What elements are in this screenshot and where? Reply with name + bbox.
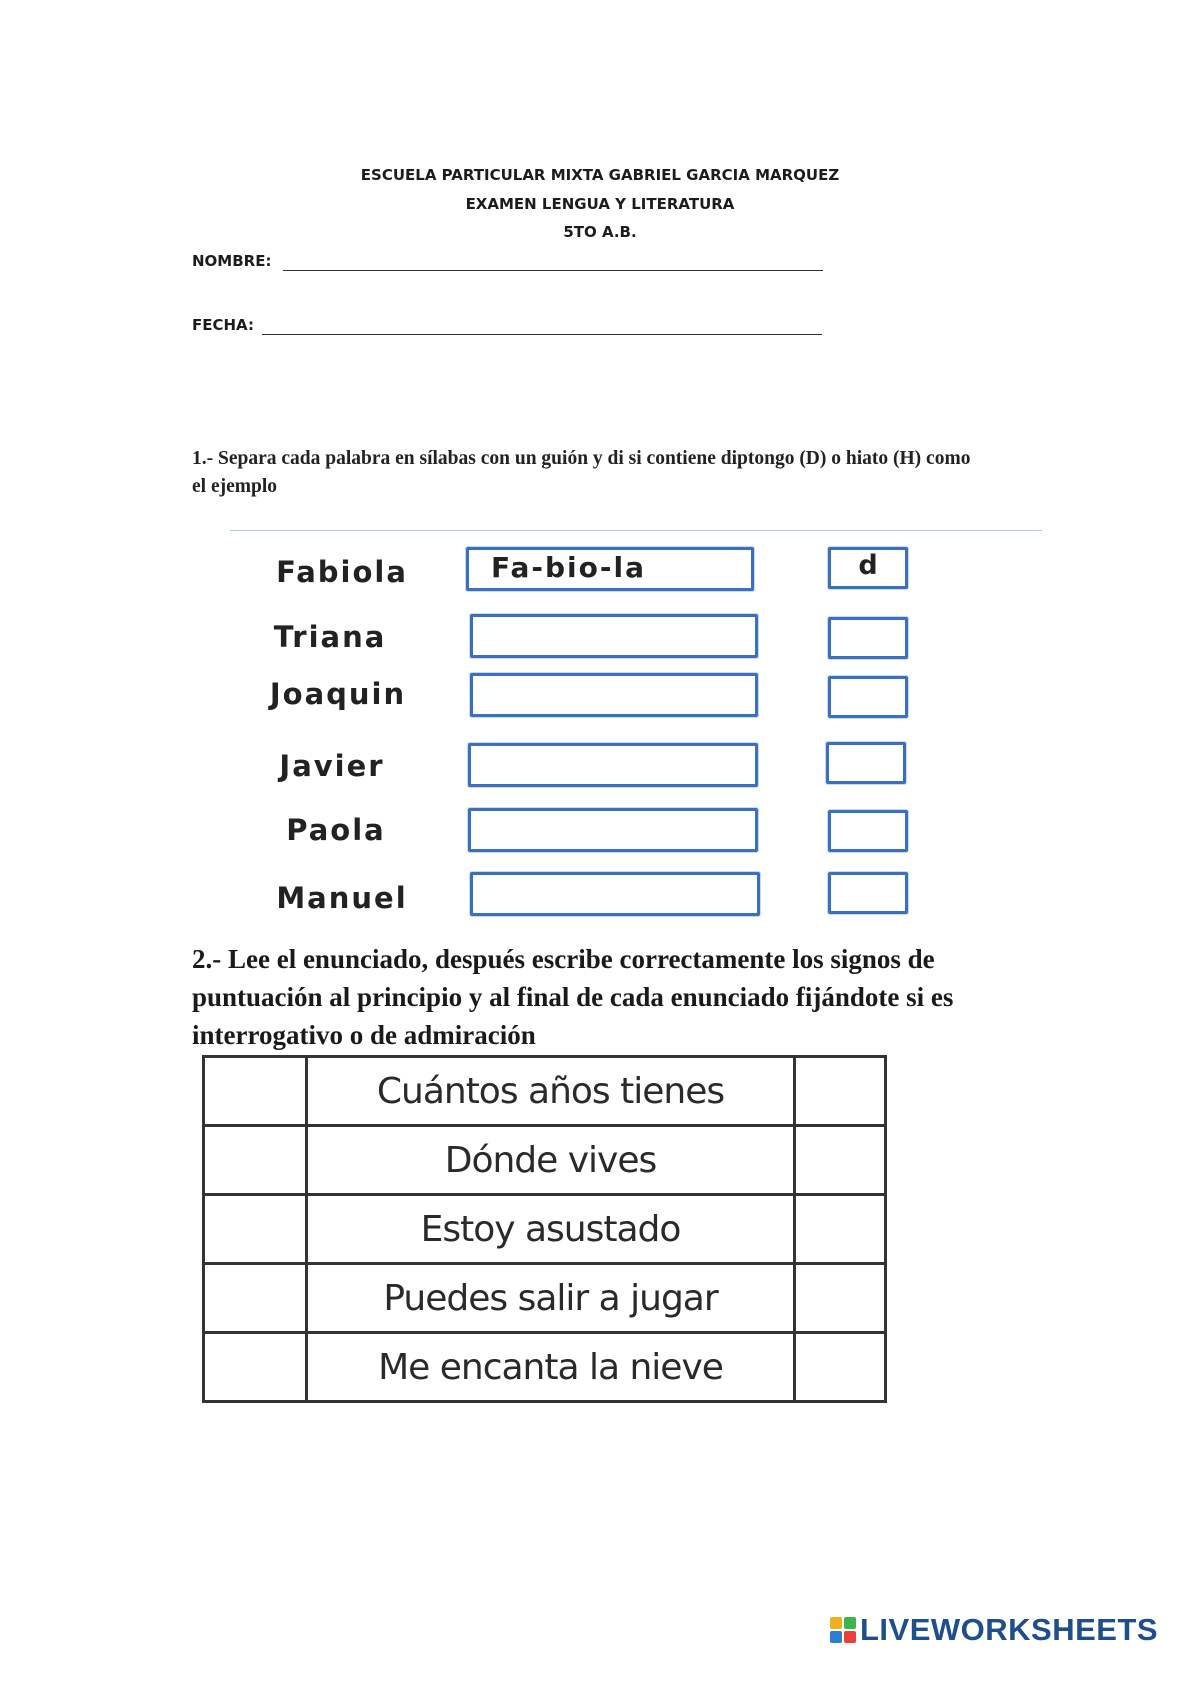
opening-sign-cell[interactable]: [204, 1126, 307, 1195]
sentence-cell: Me encanta la nieve: [307, 1333, 795, 1402]
opening-sign-cell[interactable]: [204, 1264, 307, 1333]
fecha-field[interactable]: [192, 316, 254, 334]
exercise1-instruction: 1.- Separa cada palabra en sílabas con un guión y di si contiene diptongo (D) o hiato (H) como el ejemplo: [192, 448, 971, 497]
fecha-label: FECHA:: [192, 316, 254, 334]
closing-sign-cell[interactable]: [795, 1057, 886, 1126]
table-row: [204, 1264, 886, 1333]
liveworksheets-logo: [830, 1612, 1158, 1648]
fecha-line: [262, 334, 822, 335]
type-box-manuel[interactable]: [828, 872, 908, 914]
closing-sign-cell[interactable]: [795, 1195, 886, 1264]
syllable-box-triana[interactable]: [470, 614, 758, 658]
type-box-javier[interactable]: [826, 742, 906, 784]
school-name: ESCUELA PARTICULAR MIXTA GABRIEL GARCIA MARQUEZ: [360, 166, 840, 184]
word-javier: Javier: [279, 749, 385, 783]
type-box-paola[interactable]: [828, 810, 908, 852]
word-joaquin: Joaquin: [269, 677, 407, 711]
syllable-box-manuel[interactable]: [470, 872, 760, 916]
table-row: [204, 1333, 886, 1402]
opening-sign-cell[interactable]: [204, 1057, 307, 1126]
type-box-fabiola[interactable]: d: [828, 547, 908, 589]
logo-text: LIVEWORKSHEETS: [860, 1612, 1159, 1647]
closing-sign-cell[interactable]: [795, 1264, 886, 1333]
closing-sign-cell[interactable]: [795, 1333, 886, 1402]
word-manuel: Manuel: [276, 881, 408, 915]
word-triana: Triana: [273, 620, 387, 654]
type-box-triana[interactable]: [828, 617, 908, 659]
syllable-box-fabiola[interactable]: Fa-bio-la: [466, 547, 754, 591]
grade-label: 5TO A.B.: [563, 223, 637, 241]
exercise1-top-rule: [230, 530, 1042, 531]
punctuation-table: [202, 1055, 887, 1403]
exam-title: EXAMEN LENGUA Y LITERATURA: [465, 195, 735, 213]
sentence-cell: Estoy asustado: [307, 1195, 795, 1264]
liveworksheets-logo-icon: [830, 1617, 856, 1643]
syllable-box-joaquin[interactable]: [470, 673, 758, 717]
word-paola: Paola: [286, 813, 386, 847]
sentence-cell: Dónde vives: [307, 1126, 795, 1195]
table-row: [204, 1126, 886, 1195]
table-row: [204, 1195, 886, 1264]
sentence-cell: Cuántos años tienes: [307, 1057, 795, 1126]
opening-sign-cell[interactable]: [204, 1195, 307, 1264]
table-row: [204, 1057, 886, 1126]
type-box-joaquin[interactable]: [828, 676, 908, 718]
closing-sign-cell[interactable]: [795, 1126, 886, 1195]
nombre-label: NOMBRE:: [192, 252, 272, 270]
nombre-line: [283, 270, 823, 271]
exercise2-instruction: 2.- Lee el enunciado, después escribe correctamente los signos de puntuación al principio y al final de cada enunciado fijándote si es interrogativo o de admiración: [192, 944, 954, 1050]
word-fabiola: Fabiola: [276, 555, 408, 589]
syllable-box-javier[interactable]: [468, 743, 758, 787]
sentence-cell: Puedes salir a jugar: [307, 1264, 795, 1333]
opening-sign-cell[interactable]: [204, 1333, 307, 1402]
syllable-box-paola[interactable]: [468, 808, 758, 852]
nombre-field[interactable]: [192, 252, 271, 270]
